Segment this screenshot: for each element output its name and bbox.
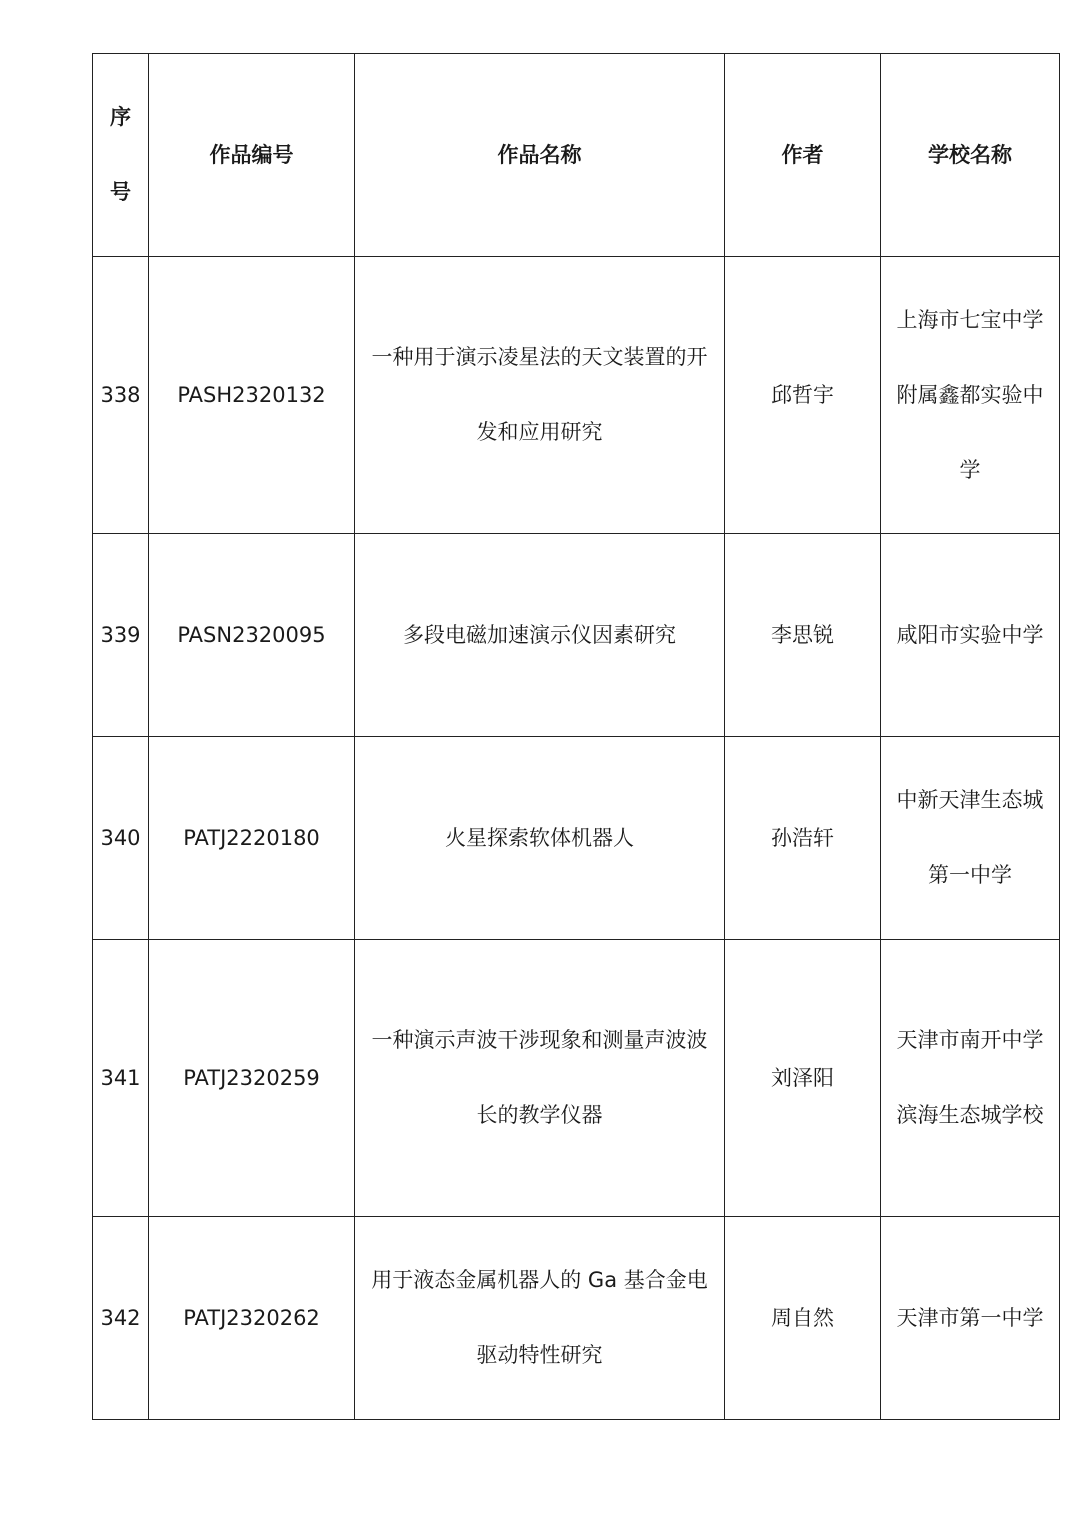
cell-title: 多段电磁加速演示仪因素研究 bbox=[355, 534, 725, 737]
cell-school: 天津市南开中学滨海生态城学校 bbox=[881, 940, 1060, 1217]
table-row bbox=[93, 940, 1060, 1217]
table-row bbox=[93, 1217, 1060, 1420]
table-row bbox=[93, 737, 1060, 940]
cell-title: 火星探索软体机器人 bbox=[355, 737, 725, 940]
cell-title: 一种用于演示凌星法的天文装置的开发和应用研究 bbox=[355, 257, 725, 534]
cell-seq: 340 bbox=[93, 737, 149, 940]
cell-seq: 339 bbox=[93, 534, 149, 737]
cell-school: 天津市第一中学 bbox=[881, 1217, 1060, 1420]
cell-seq: 341 bbox=[93, 940, 149, 1217]
cell-code: PATJ2220180 bbox=[149, 737, 355, 940]
cell-author: 邱哲宇 bbox=[725, 257, 881, 534]
cell-code: PASH2320132 bbox=[149, 257, 355, 534]
cell-school: 咸阳市实验中学 bbox=[881, 534, 1060, 737]
table-row bbox=[93, 257, 1060, 534]
header-code: 作品编号 bbox=[149, 54, 355, 257]
cell-author: 李思锐 bbox=[725, 534, 881, 737]
cell-seq: 338 bbox=[93, 257, 149, 534]
header-author: 作者 bbox=[725, 54, 881, 257]
cell-code: PASN2320095 bbox=[149, 534, 355, 737]
table-row bbox=[93, 534, 1060, 737]
cell-title: 用于液态金属机器人的 Ga 基合金电驱动特性研究 bbox=[355, 1217, 725, 1420]
header-title: 作品名称 bbox=[355, 54, 725, 257]
cell-author: 孙浩轩 bbox=[725, 737, 881, 940]
header-seq: 序号 bbox=[93, 54, 149, 257]
award-table bbox=[92, 53, 1060, 1420]
header-school: 学校名称 bbox=[881, 54, 1060, 257]
table-header-row bbox=[93, 54, 1060, 257]
cell-school: 中新天津生态城第一中学 bbox=[881, 737, 1060, 940]
cell-code: PATJ2320262 bbox=[149, 1217, 355, 1420]
cell-school: 上海市七宝中学附属鑫都实验中学 bbox=[881, 257, 1060, 534]
cell-code: PATJ2320259 bbox=[149, 940, 355, 1217]
cell-title: 一种演示声波干涉现象和测量声波波长的教学仪器 bbox=[355, 940, 725, 1217]
cell-author: 周自然 bbox=[725, 1217, 881, 1420]
cell-seq: 342 bbox=[93, 1217, 149, 1420]
cell-author: 刘泽阳 bbox=[725, 940, 881, 1217]
